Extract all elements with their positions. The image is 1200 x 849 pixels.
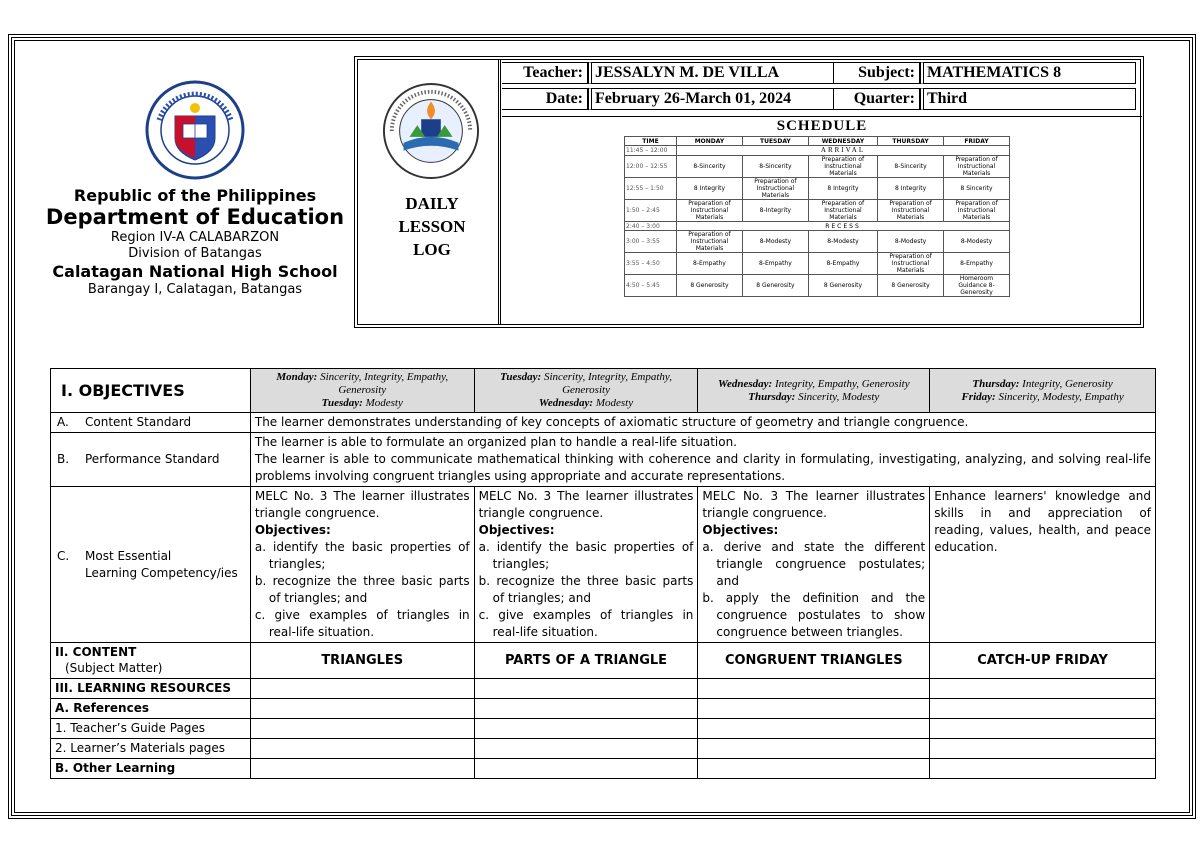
quarter-label: Quarter: [834, 88, 920, 110]
content-heading: II. CONTENT [55, 645, 137, 659]
day-label: Tuesday: [500, 371, 542, 383]
region-text: Region IV-A CALABARZON [110, 230, 280, 245]
sched-col-time: TIME [625, 137, 677, 146]
objective-list [479, 539, 694, 641]
content-standard-text: The learner demonstrates understanding of key concepts of axiomatic structure of geometry and triangle congruence. [250, 413, 1155, 433]
sched-time: 12:55 – 1:50 [625, 178, 677, 200]
sched-cell: 8 Generosity [742, 275, 808, 297]
barangay-text: Barangay I, Calatagan, Batangas [87, 282, 303, 297]
row-letter: B. [57, 452, 70, 466]
objective-item: a. identify the basic properties of triangles; [478, 540, 694, 571]
objectives-label: Objectives: [478, 523, 555, 537]
sched-cell: 8 Integrity [808, 178, 877, 200]
day-header-2 [474, 369, 698, 413]
melc-friday [930, 487, 1156, 643]
melc-tuesday [474, 487, 698, 643]
content-row [51, 643, 1156, 679]
performance-line: The learner is able to communicate mathematical thinking with coherence and clarity in formulating, investigating, analyzing, and solving real-life problems involving congruent triangles using appropriate and accurate representations. [254, 452, 1151, 483]
melc-intro: MELC No. 3 The learner illustrates triangle congruence. [702, 489, 926, 520]
title-lesson: LESSON [398, 217, 466, 236]
day-label: Friday: [961, 390, 996, 403]
melc-monday [250, 487, 474, 643]
day-header-4 [930, 369, 1156, 413]
sched-time: 2:40 – 3:00 [625, 222, 677, 231]
school-header [40, 80, 350, 298]
melc-intro: MELC No. 3 The learner illustrates triangle congruence. [478, 489, 694, 520]
subject-value: MATHEMATICS 8 [920, 62, 1136, 84]
sched-time: 11:45 – 12:00 [625, 146, 677, 156]
day-label: Thursday: [972, 377, 1020, 390]
sched-cell: 8-Empathy [944, 253, 1010, 275]
content-standard-label [51, 413, 251, 433]
row-letter: C. [57, 548, 70, 563]
date-value: February 26-March 01, 2024 [588, 88, 834, 110]
sched-time: 12:00 – 12:55 [625, 156, 677, 178]
topic-tuesday: PARTS OF A TRIANGLE [474, 643, 698, 679]
sched-col-wednesday: WEDNESDAY [808, 137, 877, 146]
school-name: Calatagan National High School [52, 262, 338, 281]
sched-time: 3:00 – 3:55 [625, 231, 677, 253]
sched-col-friday: FRIDAY [944, 137, 1010, 146]
sched-arrival: ARRIVAL [677, 146, 1010, 156]
row-label: Performance Standard [85, 452, 220, 466]
schedule-table [624, 136, 1010, 297]
references-row [51, 699, 1156, 719]
sched-col-thursday: THURSDAY [878, 137, 944, 146]
objectives-label: Objectives: [702, 523, 779, 537]
day-sections: Integrity, Empathy, Generosity [774, 377, 910, 390]
sched-cell: Preparation of Instructional Materials [808, 200, 877, 222]
deped-seal-icon [145, 80, 245, 180]
row-letter: A. [57, 415, 69, 429]
learners-materials-row [51, 739, 1156, 759]
performance-line: The learner is able to formulate an organized plan to handle a real-life situation. [254, 435, 737, 449]
schedule-row [625, 275, 1010, 297]
schedule-row [625, 231, 1010, 253]
schedule-row [625, 253, 1010, 275]
references-label: A. References [51, 699, 251, 719]
schedule-title: SCHEDULE [502, 116, 1142, 135]
day-header-1 [250, 369, 474, 413]
schedule-row [625, 156, 1010, 178]
melc-intro: MELC No. 3 The learner illustrates triangle congruence. [254, 489, 470, 520]
day-label: Wednesday: [718, 377, 773, 390]
objectives-label: Objectives: [254, 523, 331, 537]
sched-cell: 8 Integrity [878, 178, 944, 200]
sched-cell: Preparation of Instructional Materials [677, 231, 743, 253]
date-label: Date: [502, 88, 588, 110]
lesson-plan-table [50, 368, 1156, 779]
row-label: Content Standard [85, 415, 192, 429]
department-text: Department of Education [45, 205, 345, 229]
sched-cell: 8-Integrity [742, 200, 808, 222]
melc-row [51, 487, 1156, 643]
quarter-value: Third [920, 88, 1136, 110]
day-label: Monday: [276, 371, 318, 383]
teacher-label: Teacher: [502, 62, 588, 84]
school-seal-icon [382, 82, 480, 180]
objective-item: c. give examples of triangles in real-life situation. [254, 608, 470, 639]
melc-label [51, 487, 251, 643]
sched-col-monday: MONDAY [677, 137, 743, 146]
sched-cell: 8-Modesty [808, 231, 877, 253]
sched-cell: 8-Modesty [878, 231, 944, 253]
schedule-row [625, 200, 1010, 222]
day-sections: Sincerity, Modesty, Empathy [998, 390, 1124, 403]
day-sections: Sincerity, Modesty [798, 390, 880, 403]
day-sections: Sincerity, Integrity, Empathy, Generosity [543, 371, 672, 396]
other-learning-label: B. Other Learning [51, 759, 251, 779]
content-standard-row [51, 413, 1156, 433]
sched-cell: 8-Modesty [742, 231, 808, 253]
performance-standard-text [250, 433, 1155, 487]
sched-cell: Preparation of Instructional Materials [742, 178, 808, 200]
day-sections: Modesty [365, 397, 403, 409]
topic-wednesday: CONGRUENT TRIANGLES [698, 643, 930, 679]
other-learning-row [51, 759, 1156, 779]
day-sections: Sincerity, Integrity, Empathy, Generosity [320, 371, 449, 396]
sched-cell: 8-Modesty [944, 231, 1010, 253]
sched-cell: 8 Sincerity [944, 178, 1010, 200]
day-sections: Modesty [595, 397, 634, 409]
sched-cell: 8-Sincerity [677, 156, 743, 178]
sched-cell: Preparation of Instructional Materials [878, 253, 944, 275]
schedule-header-row [625, 137, 1010, 146]
teacher-row [502, 62, 1142, 84]
resources-label: III. LEARNING RESOURCES [51, 679, 251, 699]
day-sections: Integrity, Generosity [1022, 377, 1113, 390]
title-daily: DAILY [405, 194, 459, 213]
topic-friday: CATCH-UP FRIDAY [930, 643, 1156, 679]
sched-cell: 8 Integrity [677, 178, 743, 200]
performance-standard-label [51, 433, 251, 487]
sched-time: 3:55 – 4:50 [625, 253, 677, 275]
objective-item: b. apply the definition and the congruence postulates to show congruence between triangles. [702, 591, 926, 639]
schedule-recess-row [625, 222, 1010, 231]
objective-list [702, 539, 925, 641]
header-divider [498, 60, 501, 324]
teachers-guide-label: 1. Teacher’s Guide Pages [51, 719, 251, 739]
performance-standard-row [51, 433, 1156, 487]
sched-col-tuesday: TUESDAY [742, 137, 808, 146]
sched-cell: 8 Generosity [808, 275, 877, 297]
republic-text: Republic of the Philippines [73, 186, 317, 205]
sched-cell: 8 Generosity [878, 275, 944, 297]
sched-cell: 8-Empathy [742, 253, 808, 275]
objective-item: b. recognize the three basic parts of triangles; and [478, 574, 694, 605]
sched-cell: Preparation of Instructional Materials [808, 156, 877, 178]
sched-time: 4:50 – 5:45 [625, 275, 677, 297]
objectives-header-row [51, 369, 1156, 413]
teacher-value: JESSALYN M. DE VILLA [588, 62, 834, 84]
sched-cell: Preparation of Instructional Materials [944, 156, 1010, 178]
resources-row [51, 679, 1156, 699]
teachers-guide-row [51, 719, 1156, 739]
sched-time: 1:50 – 2:45 [625, 200, 677, 222]
melc-intro: Enhance learners' knowledge and skills in and appreciation of reading, values, health, and peace education. [934, 489, 1151, 554]
lesson-log-header [354, 56, 1144, 328]
day-header-3 [698, 369, 930, 413]
date-row [502, 88, 1142, 110]
sched-recess: RECESS [677, 222, 1010, 231]
row-label: Learning Competency/ies [85, 565, 238, 580]
daily-lesson-log-title [382, 192, 482, 261]
day-label: Thursday: [748, 390, 796, 403]
sched-cell: 8-Empathy [677, 253, 743, 275]
day-label: Wednesday: [538, 397, 594, 409]
objective-item: b. recognize the three basic parts of triangles; and [254, 574, 470, 605]
day-label: Tuesday: [321, 397, 363, 409]
sched-cell: 8-Sincerity [742, 156, 808, 178]
content-subheading: (Subject Matter) [65, 661, 163, 675]
schedule-row [625, 178, 1010, 200]
sched-cell: Preparation of Instructional Materials [944, 200, 1010, 222]
schedule-arrival-row [625, 146, 1010, 156]
objective-item: a. derive and state the different triangle congruence postulates; and [702, 540, 926, 588]
objective-list [255, 539, 470, 641]
topic-monday: TRIANGLES [250, 643, 474, 679]
objective-item: c. give examples of triangles in real-life situation. [478, 608, 694, 639]
sched-cell: 8-Empathy [808, 253, 877, 275]
title-log: LOG [413, 240, 451, 259]
division-text: Division of Batangas [128, 246, 262, 261]
row-label: Most Essential [85, 548, 172, 563]
learners-materials-label: 2. Learner’s Materials pages [51, 739, 251, 759]
melc-wednesday [698, 487, 930, 643]
sched-cell: 8 Generosity [677, 275, 743, 297]
content-label [51, 643, 251, 679]
sched-cell: Preparation of Instructional Materials [677, 200, 743, 222]
objectives-heading: I. OBJECTIVES [51, 369, 251, 413]
sched-cell: Preparation of Instructional Materials [878, 200, 944, 222]
objective-item: a. identify the basic properties of triangles; [254, 540, 470, 571]
sched-cell: Homeroom Guidance 8-Generosity [944, 275, 1010, 297]
subject-label: Subject: [834, 62, 920, 84]
sched-cell: 8-Sincerity [878, 156, 944, 178]
